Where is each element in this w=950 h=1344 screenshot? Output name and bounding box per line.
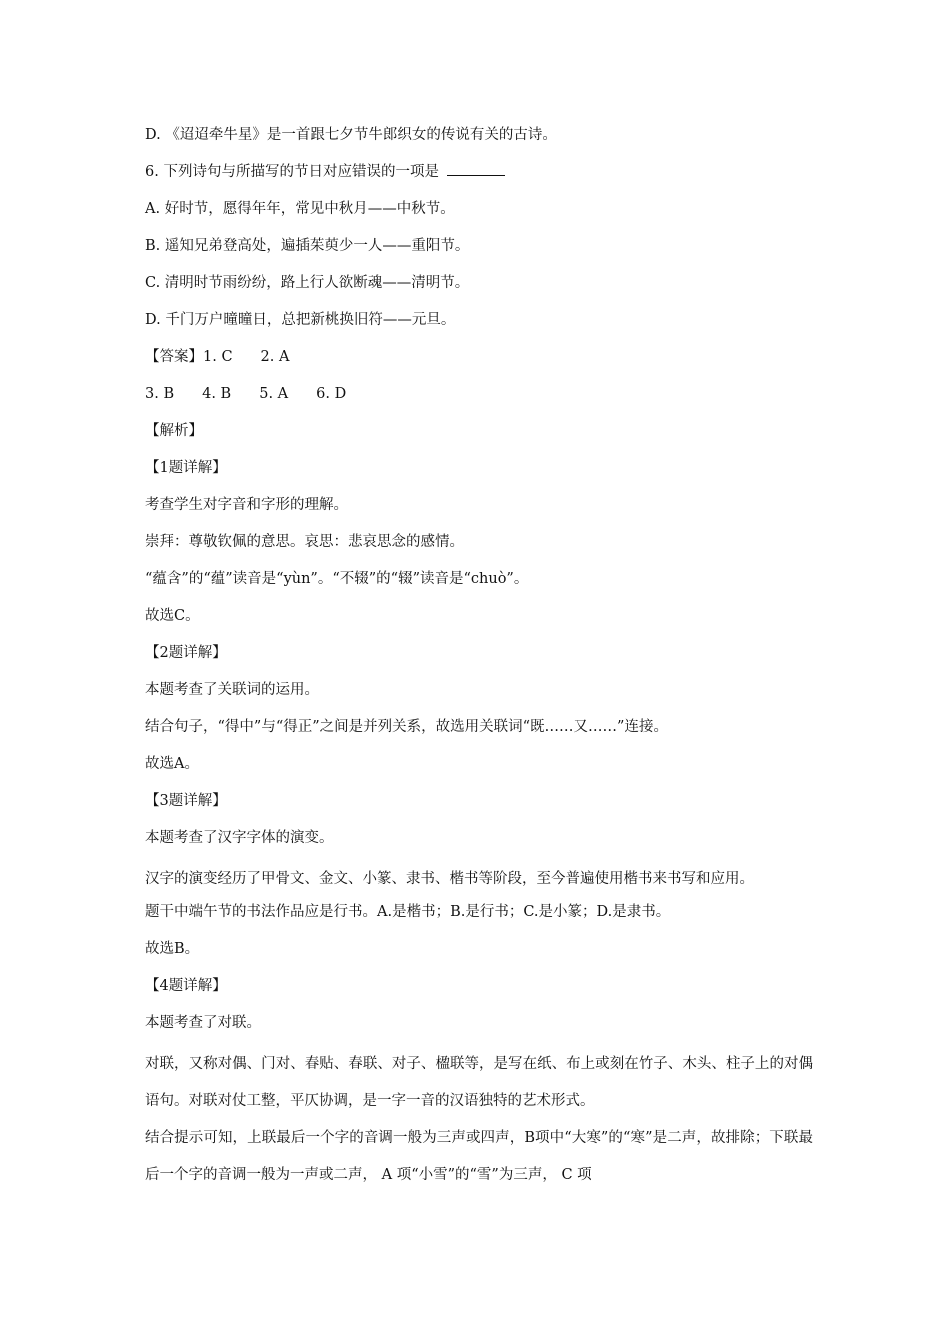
document-page [145,121,813,1194]
section-3-line: 题干中端午节的书法作品应是行书。A.是楷书；B.是行书；C.是小篆；D.是隶书。 [145,904,671,920]
section-1-line: “蕴含”的“蕴”读音是“yùn”。“不辍”的“辍”读音是“chuò”。 [145,571,529,587]
q6-option-c: C. 清明时节雨纷纷，路上行人欲断魂——清明节。 [145,275,470,291]
answer-1: 1. C [203,349,233,365]
section-1-line: 故选C。 [145,608,200,624]
answer-6: 6. D [316,386,347,402]
q5-option-d: D. 《迢迢牵牛星》是一首跟七夕节牛郎织女的传说有关的古诗。 [145,127,557,143]
q6-option-d: D. 千门万户曈曈日，总把新桃换旧符——元旦。 [145,312,456,328]
section-1-line: 考查学生对字音和字形的理解。 [145,497,348,513]
section-4-line: 对联，又称对偶、门对、春贴、春联、对子、楹联等，是写在纸、布上或刻在竹子、木头、柱子上的对偶语句。对联对仗工整，平仄协调，是一字一音的汉语独特的艺术形式。 [145,1056,813,1109]
section-4-heading: 【4题详解】 [145,978,227,994]
answers-line-1 [145,343,813,380]
section-3-line: 故选B。 [145,941,200,957]
section-3-heading: 【3题详解】 [145,793,227,809]
section-2-line: 本题考查了关联词的运用。 [145,682,319,698]
section-3-line: 汉字的演变经历了甲骨文、金文、小篆、隶书、楷书等阶段，至今普遍使用楷书来书写和应用。 [145,871,754,887]
q6-option-a: A. 好时节，愿得年年，常见中秋月——中秋节。 [145,201,455,217]
section-2-line: 结合句子，“得中”与“得正”之间是并列关系，故选用关联词“既……又……”连接。 [145,719,668,735]
answer-4: 4. B [202,386,232,402]
section-1-heading: 【1题详解】 [145,460,227,476]
answer-2: 2. A [260,349,290,365]
q6-stem-text: 6. 下列诗句与所描写的节日对应错误的一项是 [145,164,439,180]
q6-option-b: B. 遥知兄弟登高处，遍插茱萸少一人——重阳节。 [145,238,470,254]
answer-5: 5. A [259,386,289,402]
section-1-line: 崇拜：尊敬钦佩的意思。哀思：悲哀思念的感情。 [145,534,464,550]
section-3-line: 本题考查了汉字字体的演变。 [145,830,334,846]
answer-blank [447,161,505,176]
answers-label: 【答案】 [145,349,203,365]
section-2-line: 故选A。 [145,756,199,772]
section-4-line: 本题考查了对联。 [145,1015,261,1031]
answers-line-2 [145,380,813,417]
section-4-line: 结合提示可知，上联最后一个字的音调一般为三声或四声，B项中“大寒”的“寒”是二声，故排除；下联最后一个字的音调一般为一声或二声， A 项“小雪”的“雪”为三声， C 项 [145,1130,813,1183]
q6-stem [145,158,813,195]
answer-3: 3. B [145,386,175,402]
analysis-label: 【解析】 [145,423,203,439]
section-2-heading: 【2题详解】 [145,645,227,661]
